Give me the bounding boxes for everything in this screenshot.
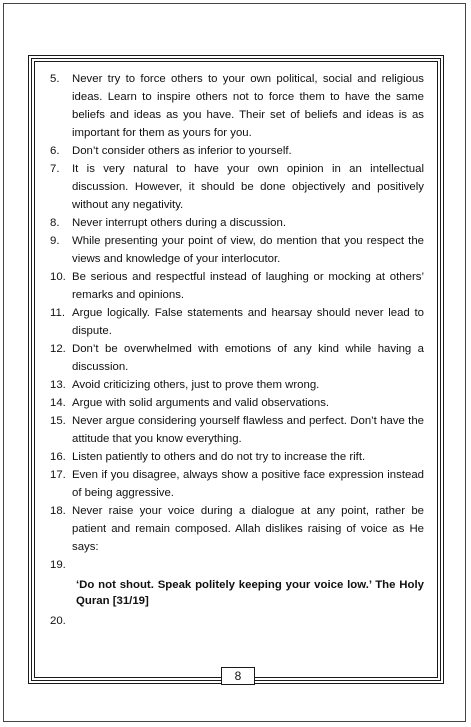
list-item [50,466,424,502]
item-text: Even if you disagree, always show a positive face expression instead of being aggressive. [72,469,424,499]
item-text: Never raise your voice during a dialogue at any point, rather be patient and remain composed. Allah dislikes raising of voice as He says: [72,505,424,553]
item-number: 20. [50,615,66,627]
item-text [72,556,424,574]
item-number: 12. [50,343,66,355]
item-number: 17. [50,469,66,481]
list-item [50,612,424,630]
item-text: Never argue considering yourself flawless and perfect. Don’t have the attitude that you know everything. [72,415,424,445]
item-text [72,612,424,630]
item-number: 16. [50,451,66,463]
list-item [50,556,424,574]
item-text: Argue with solid arguments and valid observations. [72,397,330,409]
list-item [50,232,424,268]
page-content [50,70,424,630]
list-item [50,502,424,556]
list-item [50,448,424,466]
list-item [50,70,424,142]
list-item [50,142,424,160]
item-text: Never try to force others to your own political, social and religious ideas. Learn to inspire others not to force them to have the same beliefs and ideas as you have. Their set of beliefs and ideas is as important for them as yours for you. [72,73,424,139]
item-number: 13. [50,379,66,391]
item-text: Don’t be overwhelmed with emotions of any kind while having a discussion. [72,343,424,373]
list-item [50,304,424,340]
item-number: 6. [50,145,60,157]
quran-quote: ‘Do not shout. Speak politely keeping your voice low.’ The Holy Quran [31/19] [76,579,424,607]
item-text: It is very natural to have your own opinion in an intellectual discussion. However, it should be done objectively and positively without any negativity. [72,163,424,211]
list-item [50,214,424,232]
item-number: 10. [50,271,66,283]
page-number: 8 [221,667,255,685]
item-text: Don’t consider others as inferior to yourself. [72,145,292,157]
item-text: Listen patiently to others and do not try to increase the rift. [72,451,366,463]
item-text: While presenting your point of view, do mention that you respect the views and knowledge of your interlocutor. [72,235,424,265]
list-item [50,340,424,376]
list-item [50,268,424,304]
item-text: Never interrupt others during a discussion. [72,217,286,229]
list-item [50,376,424,394]
list-item [50,394,424,412]
item-text: Avoid criticizing others, just to prove them wrong. [72,379,320,391]
list-item [50,160,424,214]
list-item [50,412,424,448]
item-number: 15. [50,415,66,427]
item-text: Be serious and respectful instead of laughing or mocking at others’ remarks and opinions. [72,271,424,301]
item-number: 7. [50,163,60,175]
item-number: 11. [50,307,65,319]
item-number: 8. [50,217,60,229]
item-number: 5. [50,73,60,85]
item-number: 19. [50,559,66,571]
item-number: 9. [50,235,60,247]
item-text: Argue logically. False statements and hearsay should never lead to dispute. [72,307,424,337]
item-number: 14. [50,397,66,409]
item-number: 18. [50,505,66,517]
